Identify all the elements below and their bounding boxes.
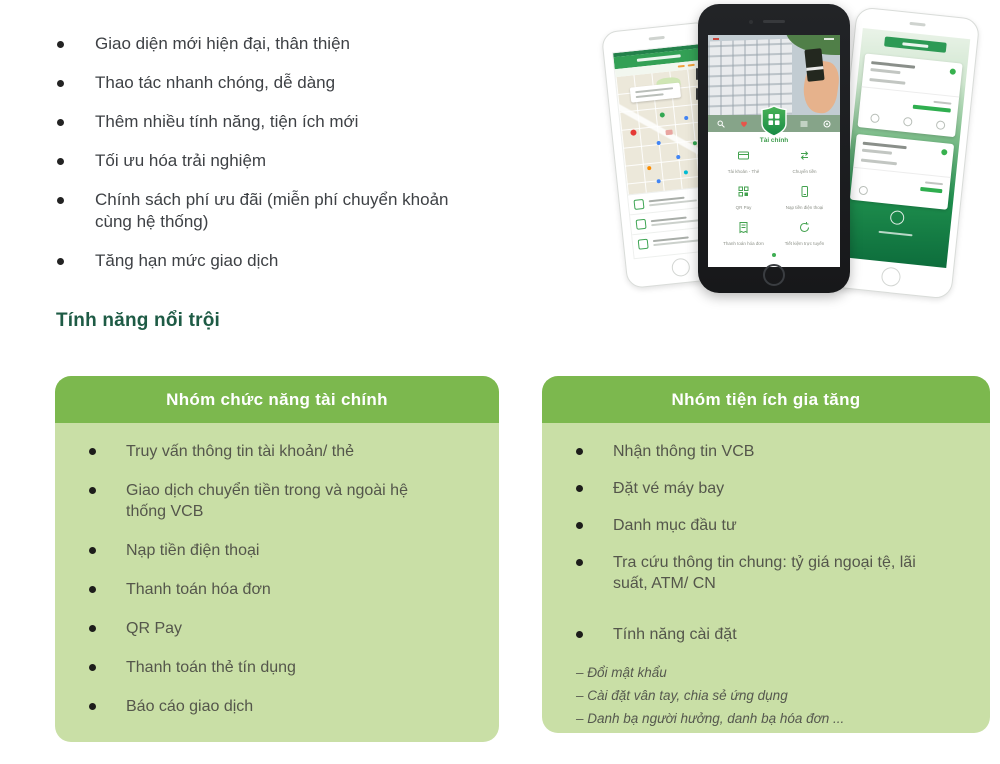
list-item: QR Pay xyxy=(89,618,483,639)
financial-functions-box xyxy=(55,376,499,742)
qr-pay-icon xyxy=(737,185,750,203)
building-photo xyxy=(708,39,792,115)
bullet-icon xyxy=(576,631,583,638)
feature-list xyxy=(576,441,974,645)
bullet-icon xyxy=(576,522,583,529)
bullet-icon xyxy=(89,547,96,554)
feature-grid xyxy=(708,144,840,246)
home-screen xyxy=(708,35,840,267)
screen-header xyxy=(884,36,947,52)
grid-item: QR Pay xyxy=(716,185,771,210)
box-body xyxy=(542,423,990,733)
list-item xyxy=(57,33,487,55)
map-building xyxy=(665,130,672,136)
box-body xyxy=(55,423,499,742)
bullet-icon xyxy=(57,119,64,126)
sub-list-item: – Cài đặt vân tay, chia sẻ ứng dụng xyxy=(576,684,974,707)
account-card xyxy=(850,134,954,210)
search-icon xyxy=(717,120,725,128)
accounts-screen xyxy=(839,28,970,268)
transfer-icon xyxy=(798,149,811,167)
bullet-icon xyxy=(57,80,64,87)
hero-photo xyxy=(708,35,840,115)
text-skeleton xyxy=(861,159,897,165)
action-icon xyxy=(936,120,946,130)
map-pin xyxy=(693,141,697,145)
vcb-shield-logo xyxy=(760,105,788,137)
text-skeleton xyxy=(933,101,951,105)
text-skeleton xyxy=(925,181,943,185)
bullet-icon xyxy=(576,448,583,455)
branch-icon xyxy=(636,218,647,229)
status-dot-icon xyxy=(941,149,948,156)
text-skeleton xyxy=(863,142,907,150)
app-nav-bar xyxy=(708,115,840,132)
bullet-icon xyxy=(89,664,96,671)
text-skeleton xyxy=(636,93,664,98)
phone-earpiece xyxy=(909,22,925,27)
savings-icon xyxy=(798,221,811,239)
phone-in-hand xyxy=(804,48,824,82)
list-item: Tính năng cài đặt xyxy=(576,624,974,645)
intro-bullet-text: Chính sách phí ưu đãi (miễn phí chuyển khoản cùng hệ thống) xyxy=(95,190,449,231)
list-item xyxy=(57,150,487,172)
status-bar-item xyxy=(713,38,719,40)
grid-item: Tiết kiệm trực tuyến xyxy=(777,221,832,246)
account-card-icon xyxy=(737,149,750,167)
bullet-icon xyxy=(576,559,583,566)
list-item: Nạp tiền điện thoại xyxy=(89,540,483,561)
intro-bullet-text: Thêm nhiều tính năng, tiện ích mới xyxy=(95,112,359,131)
topup-phone-icon xyxy=(798,185,811,203)
utilities-box xyxy=(542,376,990,733)
bullet-icon xyxy=(57,158,64,165)
list-item: Tra cứu thông tin chung: tỷ giá ngoại tệ, lãi suất, ATM/ CN xyxy=(576,552,974,594)
section-heading: Tính năng nổi trội xyxy=(56,310,221,331)
list-item: Thanh toán thẻ tín dụng xyxy=(89,657,483,678)
grid-item: Chuyển tiền xyxy=(777,149,832,174)
map-pin xyxy=(647,166,651,170)
list-item: Danh mục đầu tư xyxy=(576,515,974,536)
menu-list-icon xyxy=(800,120,808,128)
text-skeleton xyxy=(871,61,915,69)
phone-earpiece xyxy=(649,36,665,41)
bullet-icon xyxy=(89,625,96,632)
action-icon xyxy=(903,117,913,127)
front-camera xyxy=(749,20,753,24)
intro-bullet-text: Thao tác nhanh chóng, dễ dàng xyxy=(95,73,336,92)
map-pin xyxy=(630,129,637,136)
list-item xyxy=(57,72,487,94)
status-bar-item xyxy=(824,38,834,40)
grid-item: Nạp tiền điện thoại xyxy=(777,185,832,210)
list-item: Báo cáo giao dịch xyxy=(89,696,483,717)
phone-earpiece xyxy=(763,20,785,23)
branch-icon xyxy=(633,198,644,209)
bullet-icon xyxy=(89,703,96,710)
intro-bullet-text: Tối ưu hóa trải nghiệm xyxy=(95,151,267,170)
bill-payment-icon xyxy=(737,221,750,239)
page-indicator-dot xyxy=(772,253,776,257)
phone-mockups xyxy=(598,0,982,300)
center-phone xyxy=(698,4,850,293)
text-skeleton xyxy=(637,54,681,62)
home-button xyxy=(671,257,691,277)
text-skeleton xyxy=(879,230,913,236)
home-button xyxy=(881,266,902,287)
text-skeleton xyxy=(862,149,892,155)
grid-item: Thanh toán hóa đơn xyxy=(716,221,771,246)
home-button xyxy=(763,264,785,286)
add-account-icon xyxy=(890,210,905,225)
list-item: Truy vấn thông tin tài khoản/ thẻ xyxy=(89,441,483,462)
promotions-icon xyxy=(740,120,748,128)
list-item: Giao dịch chuyển tiền trong và ngoài hệ thống VCB xyxy=(89,480,483,522)
text-skeleton xyxy=(688,64,695,67)
settings-sub-list xyxy=(576,661,974,730)
screen-title: Tài chính xyxy=(759,137,789,144)
list-item: Nhận thông tin VCB xyxy=(576,441,974,462)
sub-list-item: – Danh bạ người hưởng, danh bạ hóa đơn ... xyxy=(576,707,974,730)
action-icon xyxy=(858,186,868,196)
bullet-icon xyxy=(576,485,583,492)
text-skeleton xyxy=(870,68,900,74)
volume-button xyxy=(696,88,698,100)
map-pin xyxy=(656,141,660,145)
bullet-icon xyxy=(89,586,96,593)
account-card xyxy=(857,53,962,137)
map-pin xyxy=(656,179,660,183)
volume-button xyxy=(696,68,698,80)
sub-list-item: – Đổi mật khẩu xyxy=(576,661,974,684)
box-title: Nhóm tiện ích gia tăng xyxy=(542,376,990,423)
grid-item: Tài khoản - Thẻ xyxy=(716,149,771,174)
support-icon xyxy=(823,120,831,128)
right-phone xyxy=(828,6,981,299)
balance-skeleton xyxy=(913,105,951,113)
map-callout xyxy=(630,83,681,103)
text-skeleton xyxy=(635,87,673,93)
action-icon xyxy=(870,113,880,123)
intro-bullet-text: Tăng hạn mức giao dịch xyxy=(95,251,279,270)
list-item xyxy=(57,189,487,233)
balance-skeleton xyxy=(920,187,942,193)
feature-list xyxy=(89,441,483,717)
map-pin xyxy=(660,112,665,117)
map-pin xyxy=(684,116,688,120)
map-pin xyxy=(676,155,680,159)
status-dot-icon xyxy=(949,68,956,75)
bullet-icon xyxy=(57,41,64,48)
text-skeleton xyxy=(869,78,905,84)
bullet-icon xyxy=(89,448,96,455)
intro-bullet-list xyxy=(57,33,487,289)
list-item xyxy=(57,111,487,133)
list-item: Thanh toán hóa đơn xyxy=(89,579,483,600)
intro-bullet-text: Giao diện mới hiện đại, thân thiện xyxy=(95,34,350,53)
list-item xyxy=(57,250,487,272)
text-skeleton xyxy=(678,65,685,68)
bullet-icon xyxy=(89,487,96,494)
bullet-icon xyxy=(57,197,64,204)
divider xyxy=(862,86,960,97)
divider xyxy=(853,167,951,178)
map-pin xyxy=(684,170,688,174)
box-title: Nhóm chức năng tài chính xyxy=(55,376,499,423)
branch-icon xyxy=(638,238,649,249)
list-item: Đặt vé máy bay xyxy=(576,478,974,499)
text-skeleton xyxy=(902,42,928,47)
bullet-icon xyxy=(57,258,64,265)
